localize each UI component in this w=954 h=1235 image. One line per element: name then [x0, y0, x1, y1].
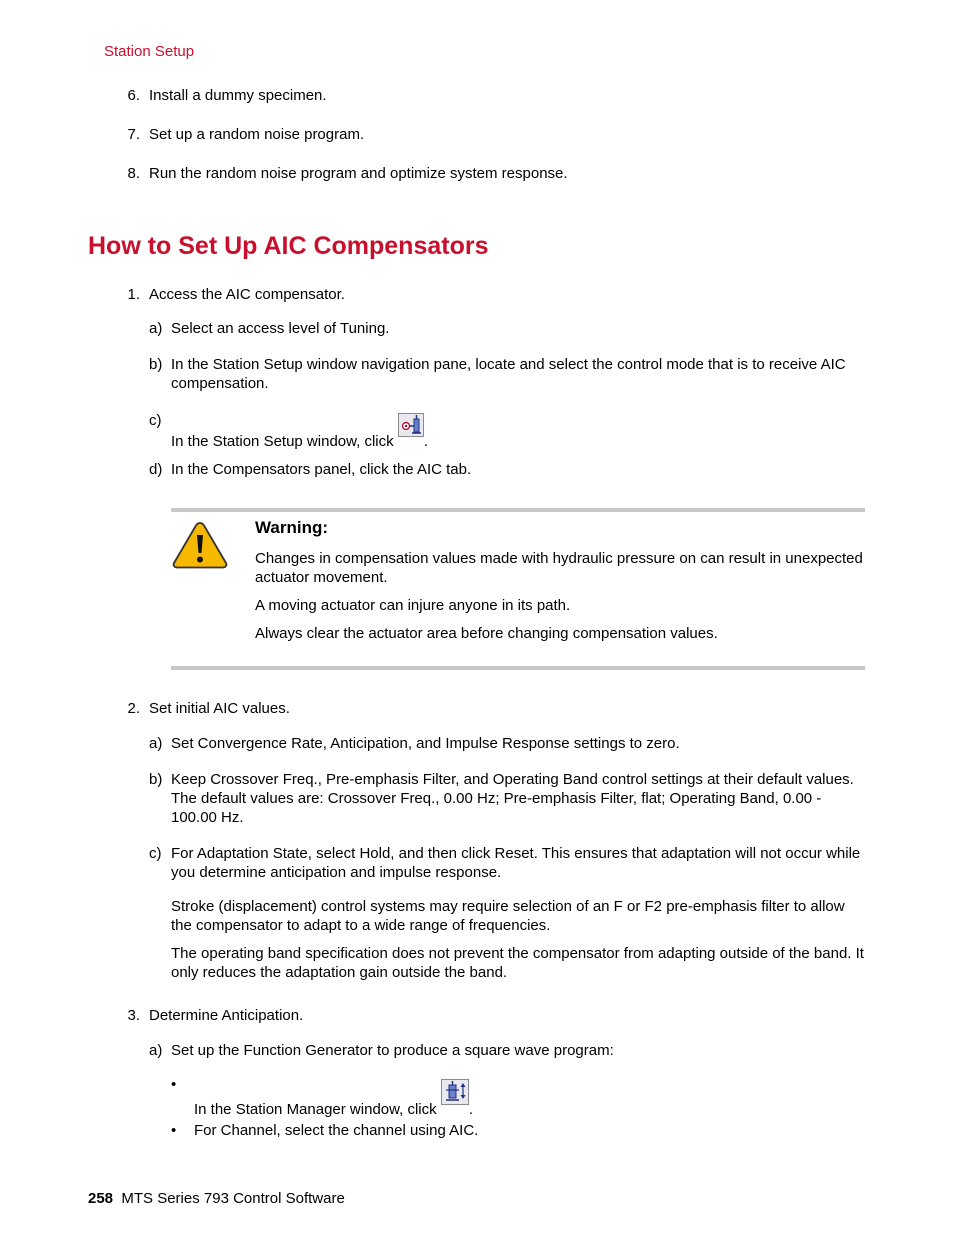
step-text: Determine Anticipation. [149, 1007, 304, 1024]
footer [88, 1189, 345, 1208]
substep-text: In the Station Setup window, click [171, 433, 394, 450]
step-number: 2. [127, 700, 140, 717]
page-number: 258 [88, 1190, 114, 1207]
substep-label: a) [149, 1042, 163, 1059]
bullet-text: For Channel, select the channel using AIC. [194, 1122, 479, 1139]
step-number: 7. [127, 126, 140, 143]
warning-line: Changes in compensation values made with hydraulic pressure on can result in unexpected actuator movement. [255, 550, 863, 586]
period-text: . [468, 1101, 473, 1118]
substep-text: For Adaptation State, select Hold, and then click Reset. This ensures that adaptation will not occur while you determine anticipation and impulse response. [171, 845, 861, 881]
substep-text: In the Compensators panel, click the AIC tab. [171, 461, 472, 478]
substep-c-line [171, 413, 428, 450]
section-header-link[interactable]: Station Setup [104, 43, 195, 60]
substep-label: b) [149, 771, 163, 788]
step-number: 1. [127, 286, 140, 303]
substep-label: d) [149, 461, 163, 478]
step-text: Install a dummy specimen. [149, 87, 327, 104]
step-text: Run the random noise program and optimize system response. [149, 165, 568, 182]
step-number: 8. [127, 165, 140, 182]
warning-title: Warning: [255, 518, 329, 537]
warning-line: Always clear the actuator area before changing compensation values. [255, 625, 718, 642]
step-number: 3. [127, 1007, 140, 1024]
substep-label: b) [149, 356, 163, 373]
step-text: Access the AIC compensator. [149, 286, 345, 303]
period-text: . [423, 433, 428, 450]
substep-text: Keep Crossover Freq., Pre-emphasis Filter, and Operating Band control settings at their default values. The default values are: Crossover Freq., 0.00 Hz; Pre-emphasis Filter, flat; Operating Band, 0.00 - 100.00 Hz. [171, 771, 854, 826]
note-paragraph: The operating band specification does not prevent the compensator from adapting outside of the band. It only reduces the adaptation gain outside the band. [171, 945, 864, 981]
step-text: Set initial AIC values. [149, 700, 290, 717]
bullet-icon: • [171, 1076, 177, 1093]
bullet-text: In the Station Manager window, click [194, 1101, 437, 1118]
bullet-icon: • [171, 1122, 177, 1139]
substep-text: Set up the Function Generator to produce a square wave program: [171, 1042, 614, 1059]
warning-triangle-icon [171, 520, 229, 575]
step-text: Set up a random noise program. [149, 126, 365, 143]
substep-label: a) [149, 320, 163, 337]
warning-bottom-rule [171, 666, 865, 670]
compensator-icon[interactable] [398, 413, 424, 437]
section-title: How to Set Up AIC Compensators [88, 232, 489, 260]
substep-label: c) [149, 845, 162, 862]
substep-text: In the Station Setup window navigation pane, locate and select the control mode that is to receive AIC compensation. [171, 356, 846, 392]
note-paragraph: Stroke (displacement) control systems may require selection of an F or F2 pre-emphasis filter to allow the compensator to adapt to a wide range of frequencies. [171, 898, 845, 934]
step-number: 6. [127, 87, 140, 104]
substep-text: Select an access level of Tuning. [171, 320, 390, 337]
substep-text: Set Convergence Rate, Anticipation, and Impulse Response settings to zero. [171, 735, 680, 752]
function-generator-icon[interactable] [441, 1079, 469, 1105]
substep-label: a) [149, 735, 163, 752]
substep-label: c) [149, 412, 162, 429]
warning-line: A moving actuator can injure anyone in its path. [255, 597, 571, 614]
bullet-line [194, 1079, 473, 1118]
footer-title: MTS Series 793 Control Software [121, 1190, 345, 1207]
warning-top-rule [171, 508, 865, 512]
